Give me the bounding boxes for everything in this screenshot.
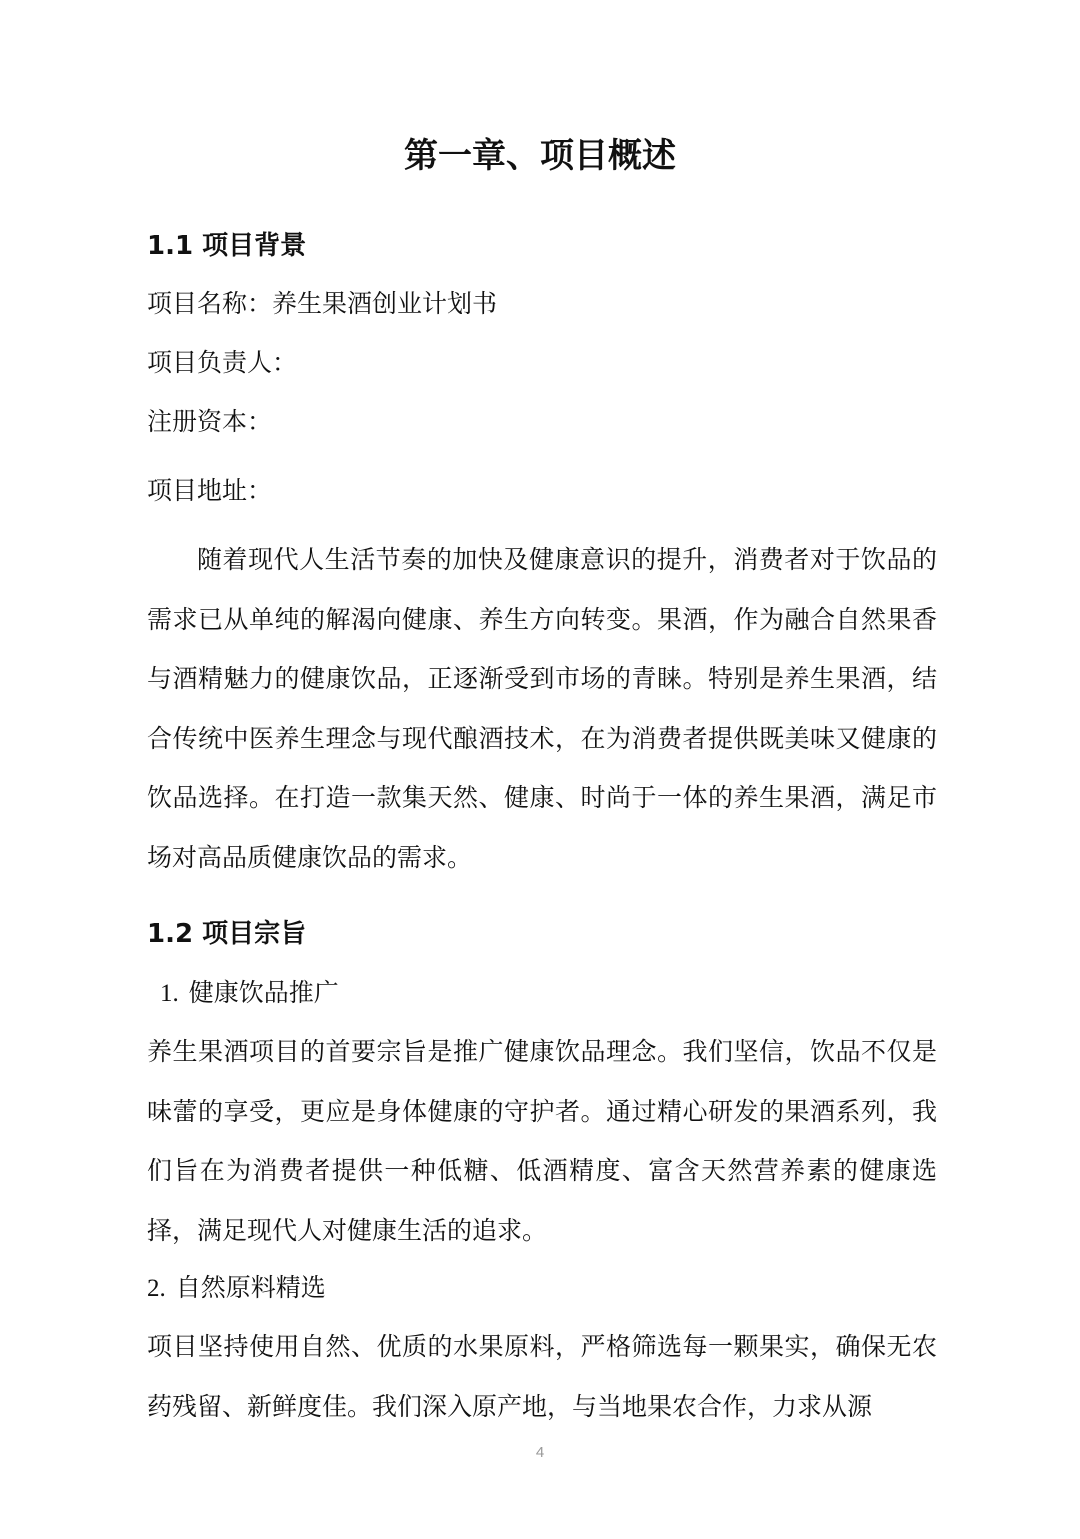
list-item-2-paragraph: 项目坚持使用自然、优质的水果原料，严格筛选每一颗果实，确保无农药残留、新鲜度佳。我们深入原产地，与当地果农合作，力求从源	[147, 1332, 937, 1421]
field-project-address: 项目地址：	[147, 476, 273, 505]
section-heading-1-2: 1.2 项目宗旨	[147, 919, 307, 949]
list-item-2-title: 自然原料精选	[175, 1273, 326, 1302]
section-heading-1-1: 1.1 项目背景	[147, 231, 307, 261]
list-item-2-number: 2.	[147, 1275, 166, 1302]
list-item-1-number: 1.	[160, 980, 179, 1007]
list-item-1	[160, 975, 339, 1012]
field-project-leader: 项目负责人：	[147, 348, 298, 377]
list-item-2	[147, 1270, 326, 1307]
list-item-1-title: 健康饮品推广	[188, 978, 339, 1007]
chapter-title: 第一章、项目概述	[404, 136, 676, 176]
field-project-name: 项目名称：养生果酒创业计划书	[147, 289, 498, 318]
list-item-1-paragraph: 养生果酒项目的首要宗旨是推广健康饮品理念。我们坚信，饮品不仅是味蕾的享受，更应是身体健康的守护者。通过精心研发的果酒系列，我们旨在为消费者提供一种低糖、低酒精度、富含天然营养素的健康选择，满足现代人对健康生活的追求。	[147, 1037, 937, 1245]
field-registered-capital: 注册资本：	[147, 407, 273, 436]
background-paragraph: 随着现代人生活节奏的加快及健康意识的提升，消费者对于饮品的需求已从单纯的解渴向健康、养生方向转变。果酒，作为融合自然果香与酒精魅力的健康饮品，正逐渐受到市场的青睐。特别是养生果酒，结合传统中医养生理念与现代酿酒技术，在为消费者提供既美味又健康的饮品选择。在打造一款集天然、健康、时尚于一体的养生果酒，满足市场对高品质健康饮品的需求。	[147, 545, 937, 872]
page-number: 4	[535, 1444, 545, 1461]
